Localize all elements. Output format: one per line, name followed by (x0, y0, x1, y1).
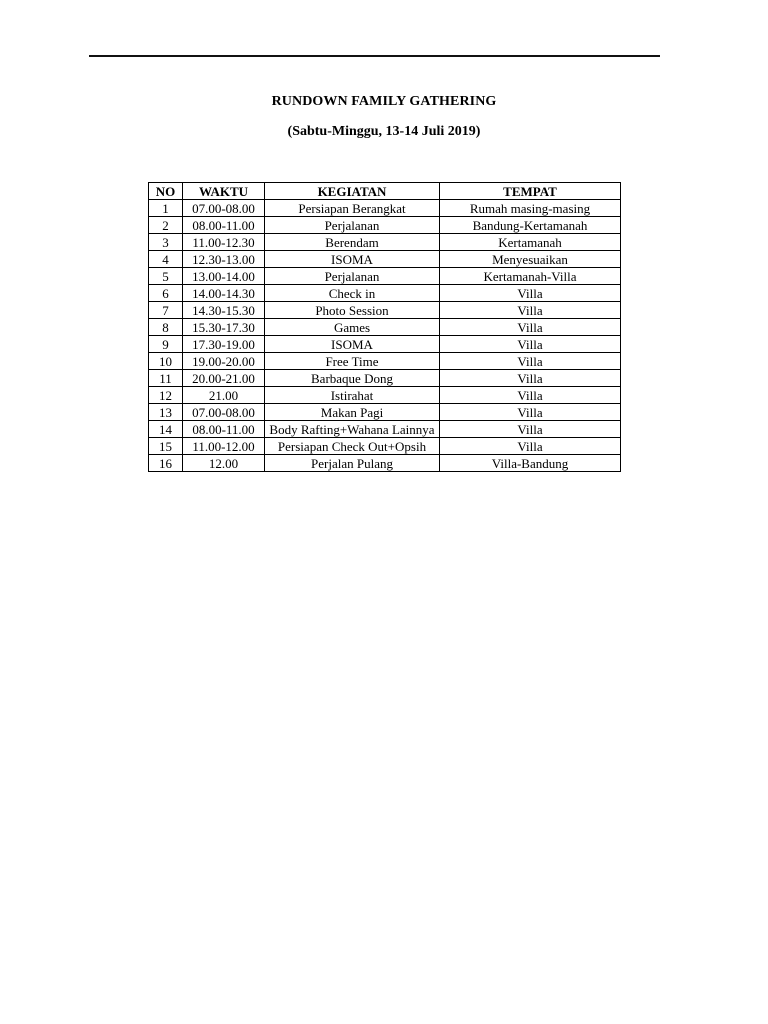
cell-no: 9 (149, 336, 183, 353)
table-row (149, 302, 621, 319)
cell-kegiatan: ISOMA (265, 251, 440, 268)
cell-tempat: Bandung-Kertamanah (440, 217, 621, 234)
table-header-row (149, 183, 621, 200)
table-row (149, 353, 621, 370)
cell-waktu: 08.00-11.00 (183, 217, 265, 234)
cell-waktu: 12.30-13.00 (183, 251, 265, 268)
cell-kegiatan: Persiapan Berangkat (265, 200, 440, 217)
table-row (149, 217, 621, 234)
table-row (149, 455, 621, 472)
cell-kegiatan: Games (265, 319, 440, 336)
cell-kegiatan: Makan Pagi (265, 404, 440, 421)
cell-no: 13 (149, 404, 183, 421)
cell-no: 4 (149, 251, 183, 268)
cell-tempat: Rumah masing-masing (440, 200, 621, 217)
cell-waktu: 07.00-08.00 (183, 404, 265, 421)
cell-tempat: Villa (440, 370, 621, 387)
cell-waktu: 14.30-15.30 (183, 302, 265, 319)
cell-kegiatan: Persiapan Check Out+Opsih (265, 438, 440, 455)
table-row (149, 438, 621, 455)
cell-no: 1 (149, 200, 183, 217)
cell-waktu: 19.00-20.00 (183, 353, 265, 370)
header-kegiatan: KEGIATAN (265, 183, 440, 200)
cell-waktu: 14.00-14.30 (183, 285, 265, 302)
cell-no: 15 (149, 438, 183, 455)
cell-kegiatan: Check in (265, 285, 440, 302)
cell-no: 5 (149, 268, 183, 285)
cell-tempat: Villa (440, 387, 621, 404)
table-row (149, 319, 621, 336)
cell-waktu: 07.00-08.00 (183, 200, 265, 217)
table-row (149, 285, 621, 302)
cell-kegiatan: Perjalanan (265, 217, 440, 234)
cell-tempat: Kertamanah-Villa (440, 268, 621, 285)
cell-kegiatan: Istirahat (265, 387, 440, 404)
cell-no: 16 (149, 455, 183, 472)
cell-no: 11 (149, 370, 183, 387)
cell-waktu: 17.30-19.00 (183, 336, 265, 353)
table-row (149, 200, 621, 217)
cell-waktu: 13.00-14.00 (183, 268, 265, 285)
table-row (149, 268, 621, 285)
cell-kegiatan: Photo Session (265, 302, 440, 319)
cell-waktu: 11.00-12.00 (183, 438, 265, 455)
cell-kegiatan: ISOMA (265, 336, 440, 353)
cell-no: 8 (149, 319, 183, 336)
cell-tempat: Villa (440, 285, 621, 302)
cell-waktu: 20.00-21.00 (183, 370, 265, 387)
table-row (149, 251, 621, 268)
cell-kegiatan: Barbaque Dong (265, 370, 440, 387)
header-waktu: WAKTU (183, 183, 265, 200)
table-row (149, 404, 621, 421)
header-rule (89, 55, 660, 57)
cell-waktu: 15.30-17.30 (183, 319, 265, 336)
table-row (149, 234, 621, 251)
cell-kegiatan: Berendam (265, 234, 440, 251)
document-title: RUNDOWN FAMILY GATHERING (271, 94, 497, 109)
cell-tempat: Villa (440, 319, 621, 336)
table-row (149, 387, 621, 404)
cell-tempat: Kertamanah (440, 234, 621, 251)
cell-tempat: Menyesuaikan (440, 251, 621, 268)
cell-no: 2 (149, 217, 183, 234)
cell-tempat: Villa (440, 336, 621, 353)
cell-tempat: Villa (440, 353, 621, 370)
cell-no: 14 (149, 421, 183, 438)
document-subtitle: (Sabtu-Minggu, 13-14 Juli 2019) (287, 124, 481, 139)
cell-tempat: Villa (440, 404, 621, 421)
cell-waktu: 08.00-11.00 (183, 421, 265, 438)
cell-waktu: 21.00 (183, 387, 265, 404)
cell-kegiatan: Body Rafting+Wahana Lainnya (265, 421, 440, 438)
cell-tempat: Villa-Bandung (440, 455, 621, 472)
cell-no: 7 (149, 302, 183, 319)
cell-no: 10 (149, 353, 183, 370)
cell-no: 12 (149, 387, 183, 404)
table-body (149, 200, 621, 472)
cell-kegiatan: Perjalanan (265, 268, 440, 285)
table-row (149, 336, 621, 353)
table-row (149, 421, 621, 438)
cell-kegiatan: Free Time (265, 353, 440, 370)
header-tempat: TEMPAT (440, 183, 621, 200)
cell-kegiatan: Perjalan Pulang (265, 455, 440, 472)
cell-tempat: Villa (440, 421, 621, 438)
cell-tempat: Villa (440, 302, 621, 319)
cell-waktu: 11.00-12.30 (183, 234, 265, 251)
cell-waktu: 12.00 (183, 455, 265, 472)
cell-no: 3 (149, 234, 183, 251)
cell-tempat: Villa (440, 438, 621, 455)
table-row (149, 370, 621, 387)
cell-no: 6 (149, 285, 183, 302)
header-no: NO (149, 183, 183, 200)
rundown-table (148, 182, 621, 472)
